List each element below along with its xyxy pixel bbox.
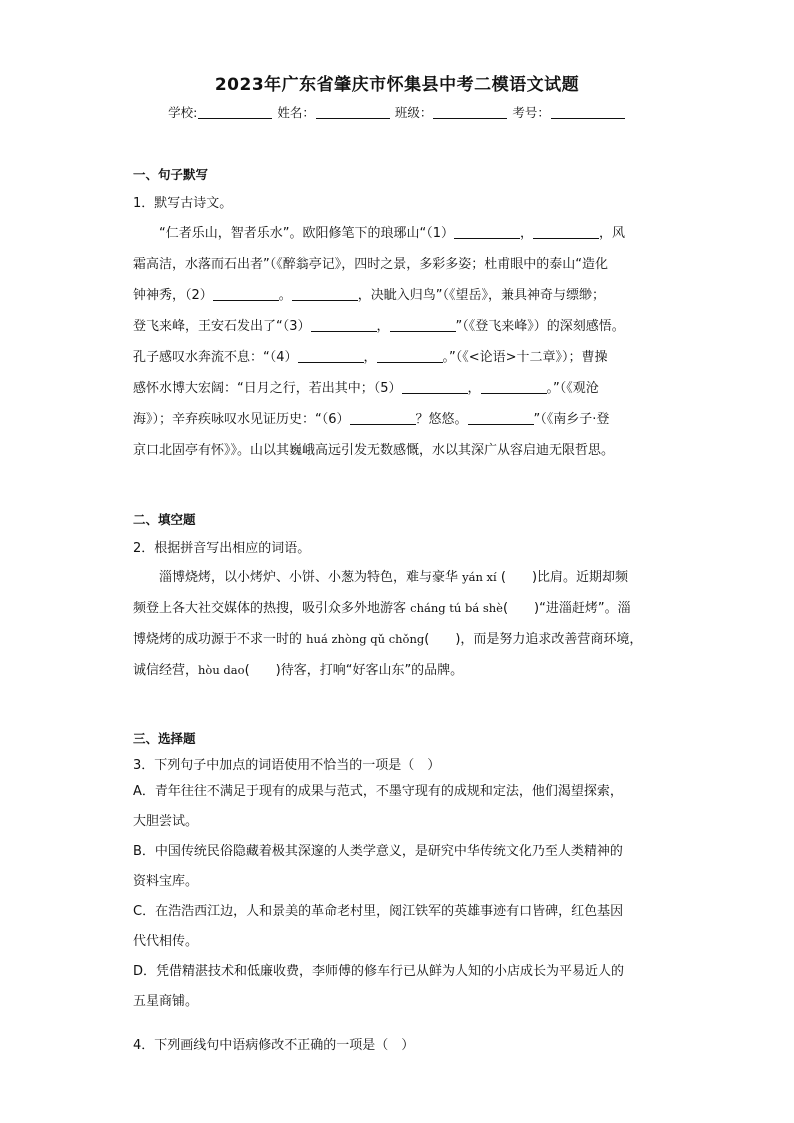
school-label: 学校: bbox=[168, 105, 198, 120]
answer-blank-5a[interactable] bbox=[402, 380, 468, 394]
exam-no-label: 考号： bbox=[512, 105, 550, 120]
answer-blank-6a[interactable] bbox=[350, 411, 416, 425]
option-a-cont: 大胆尝试。 bbox=[133, 814, 199, 829]
passage-line: 海》）；辛弃疾咏叹水见证历史：“（6） ？悠悠。 ”（《南乡子·登 bbox=[133, 412, 610, 427]
exam-title: 2023年广东省肇庆市怀集县中考二模语文试题 bbox=[214, 75, 580, 95]
pinyin-1: yán xí bbox=[462, 570, 497, 584]
answer-blank-3a[interactable] bbox=[311, 318, 377, 332]
question-3-options bbox=[133, 777, 663, 1017]
option-a[interactable]: A．青年往往不满足于现有的成果与范式，不墨守现有的成规和定法，他们渴望探索， bbox=[133, 784, 623, 799]
passage-line: 淄博烧烤，以小烤炉、小饼、小葱为特色，难与豪华 yán xí ( )比肩。近期却频 bbox=[159, 570, 629, 585]
pinyin-3: huá zhòng qǔ chǒng bbox=[306, 632, 425, 646]
answer-blank-6b[interactable] bbox=[468, 411, 534, 425]
passage-line: 诚信经营，hòu dao( )待客，打响“好客山东”的品牌。 bbox=[133, 663, 464, 678]
answer-blank-5b[interactable] bbox=[481, 380, 547, 394]
answer-blank-4a[interactable] bbox=[298, 349, 364, 363]
answer-blank-2a[interactable] bbox=[213, 287, 279, 301]
name-blank[interactable] bbox=[316, 106, 390, 119]
pinyin-4: hòu dao bbox=[198, 663, 245, 677]
option-d[interactable]: D．凭借精湛技术和低廉收费，李师傅的修车行已从鲜为人知的小店成长为平易近人的 bbox=[133, 964, 625, 979]
school-blank[interactable] bbox=[198, 106, 272, 119]
class-label: 班级： bbox=[394, 105, 433, 120]
question-3-stem: 3．下列句子中加点的词语使用不恰当的一项是（ ） bbox=[133, 758, 441, 773]
option-c-cont: 代代相传。 bbox=[133, 934, 199, 949]
passage-line: 京口北固亭有怀》》。山以其巍峨高远引发无数感慨，水以其深广从容启迪无限哲思。 bbox=[133, 443, 615, 458]
option-b[interactable]: B．中国传统民俗隐藏着极其深邃的人类学意义，是研究中华传统文化乃至人类精神的 bbox=[133, 844, 623, 859]
answer-blank-1a[interactable] bbox=[454, 225, 520, 239]
section-heading-3: 三、选择题 bbox=[133, 731, 196, 746]
passage-line: 博烧烤的成功源于不求一时的 huá zhòng qǔ chǒng( )，而是努力追求改善营商环境， bbox=[133, 632, 643, 647]
section-heading-2: 二、填空题 bbox=[133, 512, 196, 527]
answer-blank-3b[interactable] bbox=[390, 318, 456, 332]
passage-line: 登飞来峰，王安石发出了“（3） ， ”（《登飞来峰》）的深刻感悟。 bbox=[133, 319, 625, 334]
passage-line: 霜高洁，水落而石出者”（《醉翁亭记》，四时之景，多彩多姿；杜甫眼中的泰山“造化 bbox=[133, 257, 608, 272]
question-2-stem: 2．根据拼音写出相应的词语。 bbox=[133, 541, 311, 556]
question-1-stem: 1．默写古诗文。 bbox=[133, 196, 233, 211]
option-b-cont: 资料宝库。 bbox=[133, 874, 199, 889]
passage-line: 孔子感叹水奔流不息：“（4） ， 。”（《<论语>十二章》）；曹操 bbox=[133, 350, 608, 365]
name-label: 姓名： bbox=[277, 105, 315, 120]
passage-line: “仁者乐山，智者乐水”。欧阳修笔下的琅琊山“（1） ， ，风 bbox=[159, 226, 626, 241]
pinyin-2: cháng tú bá shè bbox=[410, 601, 503, 615]
option-c[interactable]: C．在浩浩西江边，人和景美的革命老村里，阅江铁军的英雄事迹有口皆碑，红色基因 bbox=[133, 904, 624, 919]
answer-blank-2b[interactable] bbox=[292, 287, 358, 301]
option-d-cont: 五星商铺。 bbox=[133, 994, 199, 1009]
passage-line: 频登上各大社交媒体的热搜，吸引众多外地游客 cháng tú bá shè( )“进淄赶烤”。淄 bbox=[133, 601, 631, 616]
answer-blank-1b[interactable] bbox=[533, 225, 599, 239]
exam-no-blank[interactable] bbox=[551, 106, 625, 119]
section-heading-1: 一、句子默写 bbox=[133, 167, 209, 182]
question-1-passage bbox=[133, 218, 661, 466]
class-blank[interactable] bbox=[433, 106, 507, 119]
answer-blank-4b[interactable] bbox=[377, 349, 443, 363]
passage-line: 感怀水博大宏阔：“日月之行，若出其中；（5） ， 。”（《观沧 bbox=[133, 381, 599, 396]
passage-line: 钟神秀，（2） 。 ，决眦入归鸟”（《望岳》，兼具神奇与缥缈； bbox=[133, 288, 606, 303]
student-info-line bbox=[0, 103, 794, 121]
question-2-passage bbox=[133, 562, 661, 686]
question-4-stem: 4．下列画线句中语病修改不正确的一项是（ ） bbox=[133, 1038, 415, 1053]
